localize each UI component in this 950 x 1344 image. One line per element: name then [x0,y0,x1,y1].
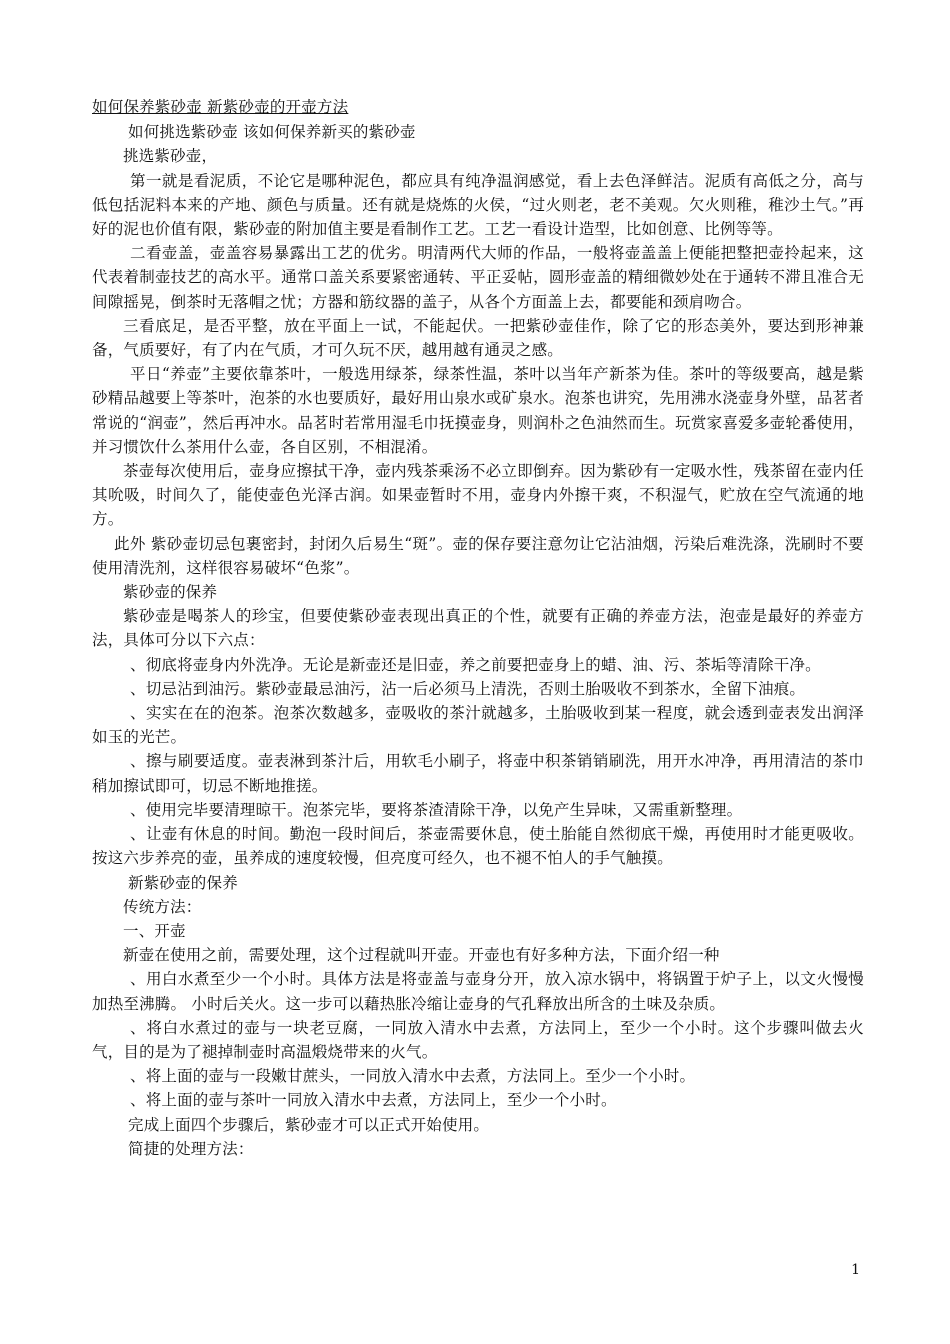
list-item: 、将上面的壶与一段嫩甘蔗头，一同放入清水中去煮，方法同上。至少一个小时。 [130,1067,696,1086]
paragraph: 完成上面四个步骤后，紫砂壶才可以正式开始使用。 [128,1115,490,1134]
paragraph: 此外 紫砂壶切忌包裹密封，封闭久后易生“斑”。壶的保存要注意勿让它沾油烟，污染后难洗涤，洗刷时不要使用清洗剂，这样很容易破坏“色浆”。 [92,534,864,577]
list-item: 、彻底将壶身内外洗净。无论是新壶还是旧壶，养之前要把壶身上的蜡、油、污、茶垢等清除干净。 [130,655,821,674]
list-item: 、用白水煮至少一个小时。具体方法是将壶盖与壶身分开，放入凉水锅中，将锅置于炉子上，以文火慢慢加热至沸腾。 小时后关火。这一步可以藉热胀冷缩让壶身的气孔释放出所含的土味及杂质。 [92,970,864,1013]
paragraph: 茶壶每次使用后，壶身应擦拭干净，壶内残茶乘汤不必立即倒弃。因为紫砂有一定吸水性，残茶留在壶内任其吮吸，时间久了，能使壶色光泽古润。如果壶暂时不用，壶身内外擦干爽，不积湿气，贮放在空气流通的地方。 [92,462,864,529]
sub-heading: 简捷的处理方法： [128,1139,254,1158]
list-item: 、使用完毕要清理晾干。泡茶完毕，要将茶渣清除干净，以免产生异味，又需重新整理。 [130,800,743,819]
document-body [92,95,864,1161]
list-item: 、实实在在的泡茶。泡茶次数越多，壶吸收的茶汁就越多，土胎吸收到某一程度，就会透到壶表发出润泽如玉的光芒。 [92,704,864,747]
sub-heading: 传统方法： [123,897,202,916]
section-heading: 紫砂壶的保养 [123,583,218,602]
list-item: 、将白水煮过的壶与一块老豆腐，一同放入清水中去煮，方法同上，至少一个小时。这个步骤叫做去火气，目的是为了褪掉制壶时高温煅烧带来的火气。 [92,1018,864,1061]
list-item: 、切忌沾到油污。紫砂壶最忌油污，沾一后必须马上清洗，否则土胎吸收不到茶水，全留下油痕。 [130,679,806,698]
list-item: 、让壶有休息的时间。勤泡一段时间后，茶壶需要休息，使土胎能自然彻底干燥，再使用时才能更吸收。按这六步养亮的壶，虽养成的速度较慢，但亮度可经久，也不褪不怕人的手气触摸。 [92,825,864,868]
page-number: 1 [851,1262,860,1278]
sub-heading: 一、开壶 [123,921,186,940]
paragraph: 第一就是看泥质，不论它是哪种泥色，都应具有纯净温润感觉，看上去色泽鲜洁。泥质有高低之分，高与低包括泥料本来的产地、颜色与质量。还有就是烧炼的火侯，“过火则老，老不美观。欠火则稚，稚沙土气。”再好的泥也价值有限，紫砂壶的附加值主要是看制作工艺。工艺一看设计造型，比如创意、比例等等。 [92,171,864,239]
list-item: 、擦与刷要适度。壶表淋到茶汁后，用软毛小刷子，将壶中积茶销销刷洗，用开水冲净，再用清洁的茶巾稍加擦试即可，切忌不断地推搓。 [92,752,864,795]
paragraph: 平日“养壶”主要依靠茶叶，一般选用绿茶，绿茶性温，茶叶以当年产新茶为佳。茶叶的等级要高，越是紫砂精品越要上等茶叶，泡茶的水也要质好，最好用山泉水或矿泉水。泡茶也讲究，先用沸水浇壶身外壁，品茗者常说的“润壶”，然后再冲水。品茗时若常用湿毛巾抚摸壶身，则润朴之色油然而生。玩赏家喜爱多壶轮番使用，并习惯饮什么茶用什么壶，各自区别，不相混淆。 [92,365,864,456]
paragraph: 新壶在使用之前，需要处理，这个过程就叫开壶。开壶也有好多种方法，下面介绍一种 [123,946,720,965]
paragraph: 挑选紫砂壶， [123,147,218,166]
document-title: 如何保养紫砂壶 新紫砂壶的开壶方法 [92,98,349,116]
paragraph: 二看壶盖，壶盖容易暴露出工艺的优劣。明清两代大师的作品，一般将壶盖盖上便能把整把壶拎起来，这代表着制壶技艺的高水平。通常口盖关系要紧密通转、平正妥帖，圆形壶盖的精细微妙处在于通转不滞且准合无间隙摇晃，倒茶时无落帽之忧；方器和筋纹器的盖子，从各个方面盖上去，都要能和颈肩吻合。 [92,244,864,311]
list-item: 、将上面的壶与茶叶一同放入清水中去煮，方法同上，至少一个小时。 [130,1091,617,1110]
paragraph: 三看底足，是否平整，放在平面上一试，不能起伏。一把紫砂壶佳作，除了它的形态美外，要达到形神兼备，气质要好，有了内在气质，才可久玩不厌，越用越有通灵之感。 [92,316,864,360]
section-heading: 新紫砂壶的保养 [128,873,238,892]
document-subtitle: 如何挑选紫砂壶 该如何保养新买的紫砂壶 [128,123,416,142]
paragraph: 紫砂壶是喝茶人的珍宝，但要使紫砂壶表现出真正的个性，就要有正确的养壶方法，泡壶是最好的养壶方法，具体可分以下六点： [92,607,864,650]
